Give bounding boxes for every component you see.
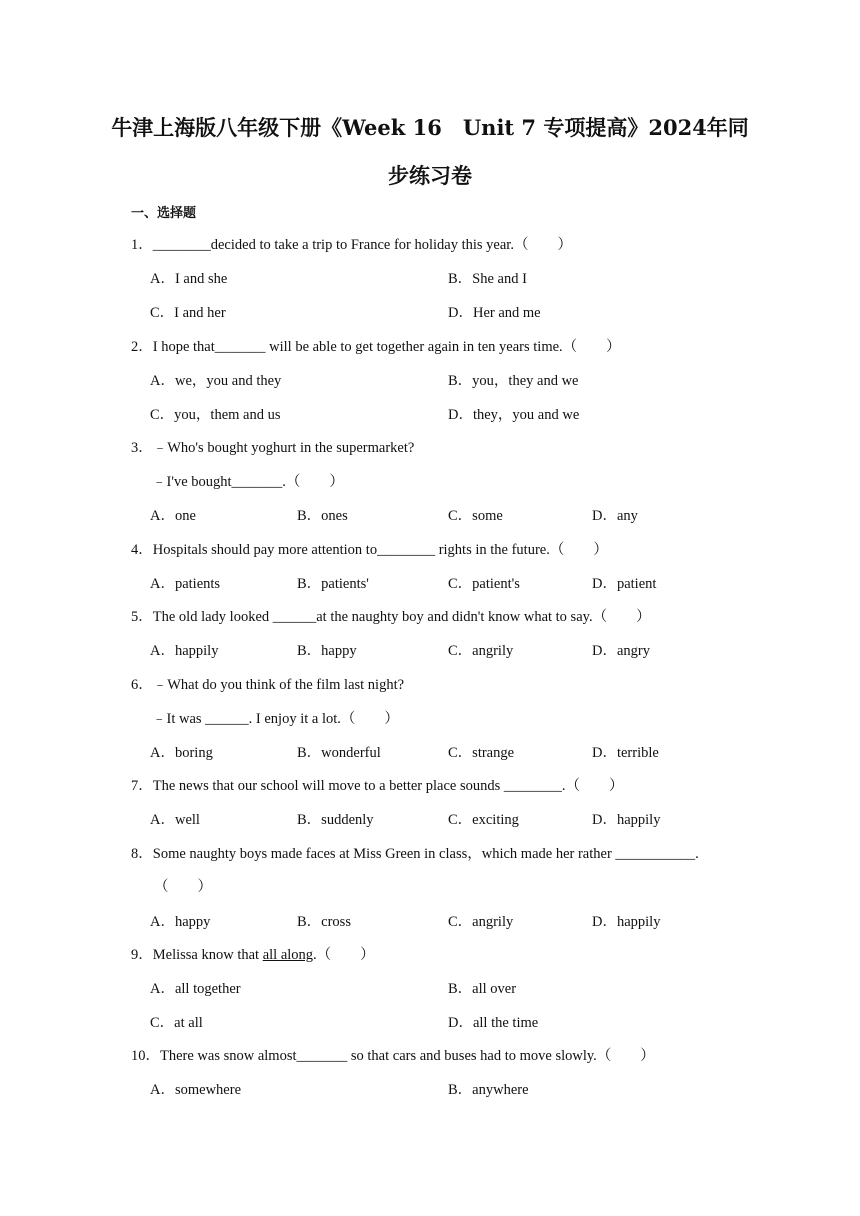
question-2-option-a: A．we，you and they <box>150 373 282 389</box>
question-2-option-d: D．they，you and we <box>448 407 580 423</box>
question-2-stem: 2．I hope that_______ will be able to get together again in ten years time.（ ） <box>131 339 621 355</box>
question-5-option-a: A．happily <box>150 643 219 659</box>
question-5-stem: 5．The old lady looked ______at the naughty boy and didn't know what to say.（ ） <box>131 609 651 625</box>
question-9-stem-post: .（ ） <box>313 947 375 963</box>
question-4-option-c: C．patient's <box>448 576 520 592</box>
question-1-option-a: A．I and she <box>150 271 228 287</box>
title-line-2: 步练习卷 <box>388 163 472 188</box>
question-3-stem-2: ﹣I've bought_______.（ ） <box>152 474 344 490</box>
question-9-stem <box>131 946 375 964</box>
question-8-option-a: A．happy <box>150 914 211 930</box>
question-1-stem: 1．________decided to take a trip to France for holiday this year.（ ） <box>131 237 572 253</box>
question-5-option-c: C．angrily <box>448 643 514 659</box>
section-heading: 一、选择题 <box>131 206 197 221</box>
question-7-option-c: C．exciting <box>448 812 519 828</box>
question-8-option-d: D．happily <box>592 914 661 930</box>
question-7-option-b: B．suddenly <box>297 812 374 828</box>
question-1-option-c: C．I and her <box>150 305 226 321</box>
question-4-option-a: A．patients <box>150 576 221 592</box>
title-line-1: 牛津上海版八年级下册《Week 16 Unit 7 专项提高》2024年同 <box>111 115 749 140</box>
question-9-option-d: D．all the time <box>448 1015 539 1031</box>
question-9-underlined-phrase: all along <box>262 947 314 963</box>
question-7-option-a: A．well <box>150 812 200 828</box>
question-1-option-b: B．She and I <box>448 271 527 287</box>
question-4-option-b: B．patients' <box>297 576 369 592</box>
question-10-option-b: B．anywhere <box>448 1082 529 1098</box>
question-9-option-a: A．all together <box>150 981 241 997</box>
question-6-stem-2: ﹣It was ______. I enjoy it a lot.（ ） <box>152 711 399 727</box>
question-5-option-d: D．angry <box>592 643 650 659</box>
question-6-option-a: A．boring <box>150 745 213 761</box>
question-2-option-c: C．you，them and us <box>150 407 281 423</box>
question-6-option-c: C．strange <box>448 745 515 761</box>
question-8-option-b: B．cross <box>297 914 351 930</box>
question-8-stem-2: （ ） <box>154 879 212 895</box>
question-3-option-a: A．one <box>150 508 196 524</box>
question-1-option-d: D．Her and me <box>448 305 541 321</box>
question-4-option-d: D．patient <box>592 576 657 592</box>
question-9-option-b: B．all over <box>448 981 517 997</box>
question-10-option-a: A．somewhere <box>150 1082 242 1098</box>
question-4-stem: 4．Hospitals should pay more attention to________ rights in the future.（ ） <box>131 542 608 558</box>
question-8-option-c: C．angrily <box>448 914 514 930</box>
question-6-option-b: B．wonderful <box>297 745 381 761</box>
question-6-option-d: D．terrible <box>592 745 659 761</box>
question-9-stem-pre: 9．Melissa know that <box>131 947 263 963</box>
question-7-option-d: D．happily <box>592 812 661 828</box>
question-6-stem: 6．﹣What do you think of the film last night? <box>131 677 405 693</box>
question-2-option-b: B．you，they and we <box>448 373 579 389</box>
question-3-stem: 3．﹣Who's bought yoghurt in the supermarket? <box>131 440 415 456</box>
page-title <box>100 104 760 200</box>
question-3-option-b: B．ones <box>297 508 348 524</box>
question-3-option-c: C．some <box>448 508 503 524</box>
question-10-stem: 10．There was snow almost_______ so that cars and buses had to move slowly.（ ） <box>131 1048 655 1064</box>
question-5-option-b: B．happy <box>297 643 357 659</box>
question-9-option-c: C．at all <box>150 1015 203 1031</box>
question-7-stem: 7．The news that our school will move to a better place sounds ________.（ ） <box>131 778 624 794</box>
question-3-option-d: D．any <box>592 508 638 524</box>
question-8-stem: 8．Some naughty boys made faces at Miss Green in class，which made her rather ___________. <box>131 846 699 862</box>
